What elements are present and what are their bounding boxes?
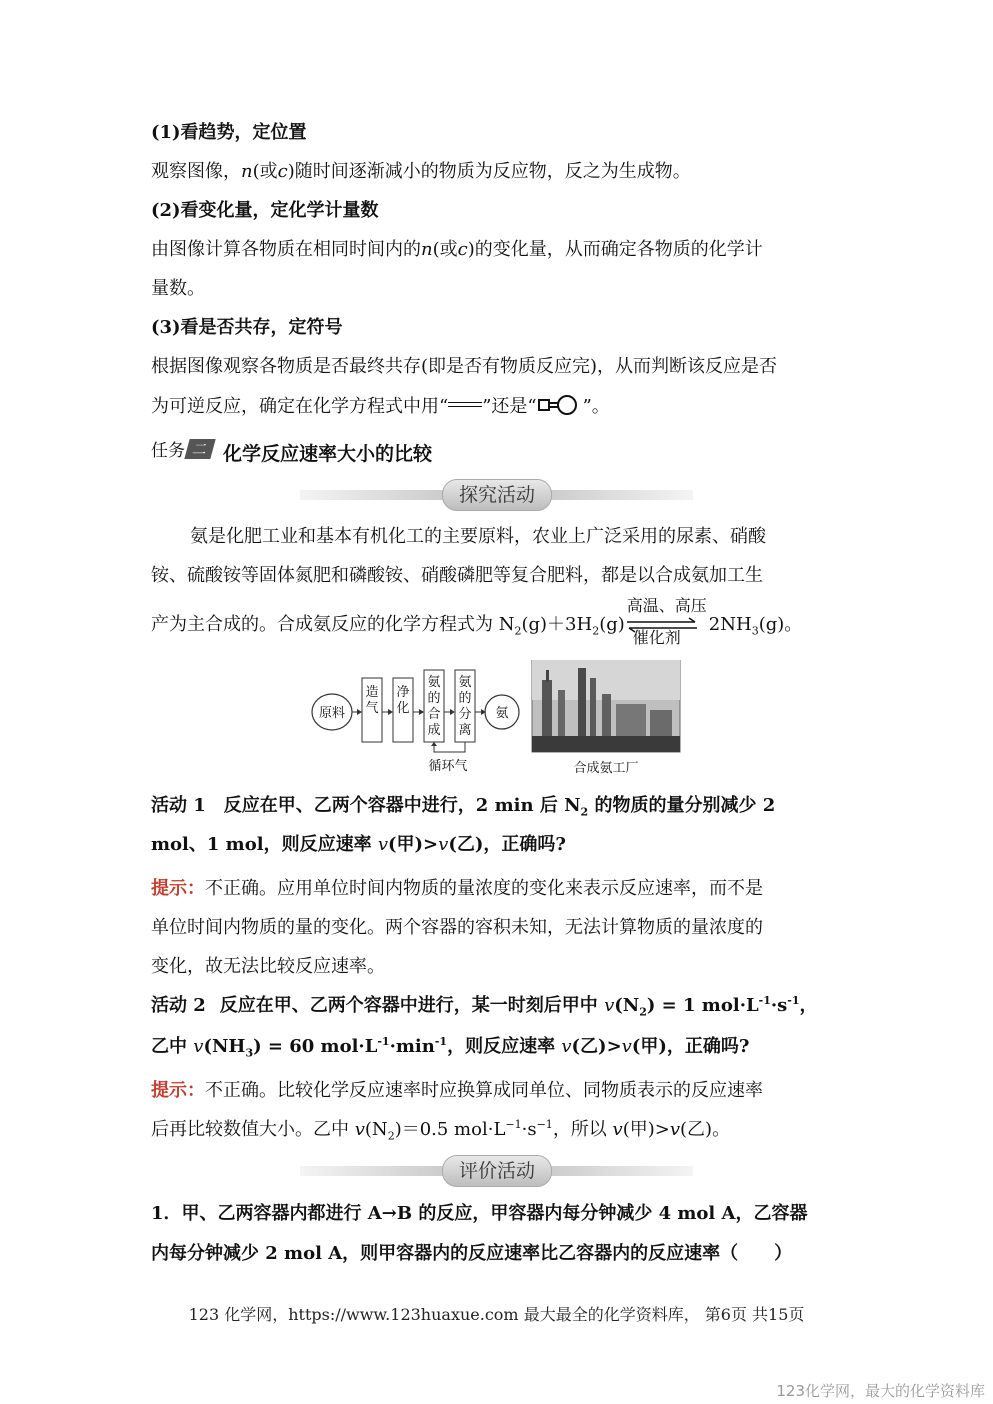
var-v: v [604, 995, 615, 1016]
superscript: −1 [505, 1118, 522, 1131]
heading-coexist: (3)看是否共存，定符号 [151, 317, 343, 338]
var-n: n [241, 161, 253, 182]
activity1-answer-2: 单位时间内物质的量的变化。两个容器的容积未知，无法计算物质的量浓度的 [151, 917, 763, 938]
subscript: 2 [639, 1005, 647, 1019]
evaluate-question-1b: 内每分钟减少 2 mol A，则甲容器内的反应速率比乙容器内的反应速率（ ） [151, 1243, 793, 1264]
section-heading-evaluate: 评价活动 [442, 1155, 552, 1187]
activity-label: 活动 2 [151, 995, 206, 1016]
activity1-answer-1 [151, 877, 851, 901]
heading-trend: (1)看趋势，定位置 [151, 122, 307, 143]
explore-para-3 [151, 596, 851, 647]
text: ，所以 [552, 1119, 613, 1140]
superscript: -1 [377, 1035, 390, 1048]
text: ，则反应速率 [447, 1036, 562, 1057]
subscript: 2 [514, 624, 522, 638]
text: ”还是“ [482, 396, 537, 417]
subscript: 2 [592, 624, 600, 638]
subscript: 3 [245, 1046, 254, 1060]
hint-label: 提示： [151, 878, 205, 899]
text: (甲)，正确吗? [631, 1036, 750, 1057]
watermark: 123化学网，最大的化学资料库 [776, 1382, 985, 1400]
para-change-1 [151, 238, 851, 262]
text: 由图像计算各物质在相同时间内的 [151, 239, 421, 260]
activity-label: 活动 1 [151, 795, 206, 816]
para-trend [151, 160, 851, 184]
task-label: 任务 [151, 441, 185, 461]
text: )随时间逐渐减小的物质为反应物，反之为生成物。 [287, 161, 691, 182]
superscript: -1 [434, 1035, 448, 1048]
equals-sign-icon [448, 402, 482, 407]
text: 不正确。应用单位时间内物质的量浓度的变化来表示反应速率，而不是 [205, 878, 763, 899]
subscript: 2 [387, 1129, 395, 1143]
factory-photo [532, 660, 680, 752]
text: ， [799, 995, 818, 1016]
var-v: v [438, 834, 449, 855]
heading-change: (2)看变化量，定化学计量数 [151, 200, 379, 221]
text: (N [364, 1119, 388, 1140]
activity1-question-1 [151, 794, 851, 818]
var-v: v [612, 1119, 623, 1140]
condition-bottom: 催化剂 [632, 628, 681, 647]
text: (乙)，正确吗? [448, 834, 566, 855]
text: 观察图像， [151, 161, 241, 182]
text: 2NH [708, 614, 752, 635]
text: 后再比较数值大小。乙中 [151, 1119, 355, 1140]
text: 不正确。比较化学反应速率时应换算成同单位、同物质表示的反应速率 [205, 1080, 763, 1101]
var-v: v [377, 834, 389, 855]
text: (甲)> [388, 834, 439, 855]
superscript: −1 [536, 1118, 553, 1131]
var-v: v [669, 1119, 681, 1140]
subscript: 2 [580, 805, 589, 819]
var-c: c [277, 161, 288, 182]
task-header [151, 436, 432, 464]
text: 反应在甲、乙两个容器中进行，某一时刻后甲中 [219, 995, 605, 1016]
section-heading-explore: 探究活动 [442, 479, 552, 511]
var-n: n [421, 239, 433, 260]
reversible-arrow-icon [537, 394, 583, 423]
condition-top: 高温、高压 [626, 596, 707, 615]
ammonia-process-diagram [310, 660, 690, 780]
end-node-label: 氨 [495, 706, 509, 721]
text: (g)。 [758, 614, 803, 635]
text: (乙)> [571, 1036, 622, 1057]
var-v: v [621, 1036, 632, 1057]
activity1-question-2 [151, 833, 851, 857]
text: mol、1 mol，则反应速率 [151, 834, 378, 855]
activity1-answer-3: 变化，故无法比较反应速率。 [151, 956, 385, 977]
text: ·min [389, 1036, 435, 1057]
activity2-question-1 [151, 994, 851, 1018]
para-coexist-1: 根据图像观察各物质是否最终共存(即是否有物质反应完)，从而判断该反应是否 [151, 356, 778, 377]
task-number-badge: 二 [184, 439, 215, 459]
recycle-label: 循环气 [428, 759, 468, 774]
text: )的变化量，从而确定各物质的化学计 [467, 239, 763, 260]
text: 为可逆反应，确定在化学方程式中用“ [151, 396, 449, 417]
step-label-3: 氨的合成 [427, 675, 441, 738]
start-node-label: 原料 [318, 706, 346, 721]
reaction-condition-arrow [625, 596, 707, 647]
text: ·s [521, 1119, 537, 1140]
text: (g) [599, 614, 625, 635]
var-c: c [457, 239, 468, 260]
superscript: -1 [758, 994, 771, 1007]
text: ”。 [582, 396, 610, 417]
var-v: v [561, 1036, 572, 1057]
step-label-4: 氨的分离 [458, 675, 472, 738]
subscript: 3 [751, 624, 759, 638]
var-v: v [354, 1119, 365, 1140]
hint-label: 提示： [151, 1080, 205, 1101]
text: ) = 1 mol·L [646, 995, 759, 1016]
text: (或 [432, 239, 458, 260]
text: )＝0.5 mol·L [394, 1119, 506, 1140]
activity2-question-2 [151, 1035, 851, 1059]
evaluate-question-1a: 1．甲、乙两容器内都进行 A→B 的反应，甲容器内每分钟减少 4 mol A，乙容器 [151, 1203, 808, 1224]
explore-para-1: 氨是化肥工业和基本有机化工的主要原料，农业上广泛采用的尿素、硝酸 [190, 526, 766, 547]
activity2-answer-2 [151, 1118, 851, 1142]
var-v: v [193, 1036, 204, 1057]
para-coexist-2 [151, 394, 851, 423]
page-footer: 123 化学网，https://www.123huaxue.com 最大最全的化学资料库， 第6页 共15页 [188, 1305, 805, 1324]
text: (乙)。 [680, 1119, 731, 1140]
text: 的物质的量分别减少 2 [588, 795, 776, 816]
text: (甲)> [622, 1119, 670, 1140]
text: (g)＋3H [521, 614, 593, 635]
text: 反应在甲、乙两个容器中进行，2 min 后 N [223, 795, 581, 816]
text: (NH [203, 1036, 246, 1057]
task-title: 化学反应速率大小的比较 [223, 443, 433, 465]
superscript: -1 [787, 994, 800, 1007]
para-change-2: 量数。 [151, 278, 205, 299]
text: ·s [770, 995, 788, 1016]
text: 产为主合成的。合成氨反应的化学方程式为 N [151, 614, 515, 635]
photo-caption: 合成氨工厂 [573, 761, 639, 776]
step-label-2: 净化 [396, 685, 410, 716]
text: (N [614, 995, 640, 1016]
text: 乙中 [151, 1036, 194, 1057]
explore-para-2: 铵、硫酸铵等固体氮肥和磷酸铵、硝酸磷肥等复合肥料，都是以合成氨加工生 [151, 565, 763, 586]
text: (或 [252, 161, 278, 182]
step-label-1: 造气 [365, 685, 379, 716]
activity2-answer-1 [151, 1079, 851, 1103]
text: ) = 60 mol·L [253, 1036, 378, 1057]
